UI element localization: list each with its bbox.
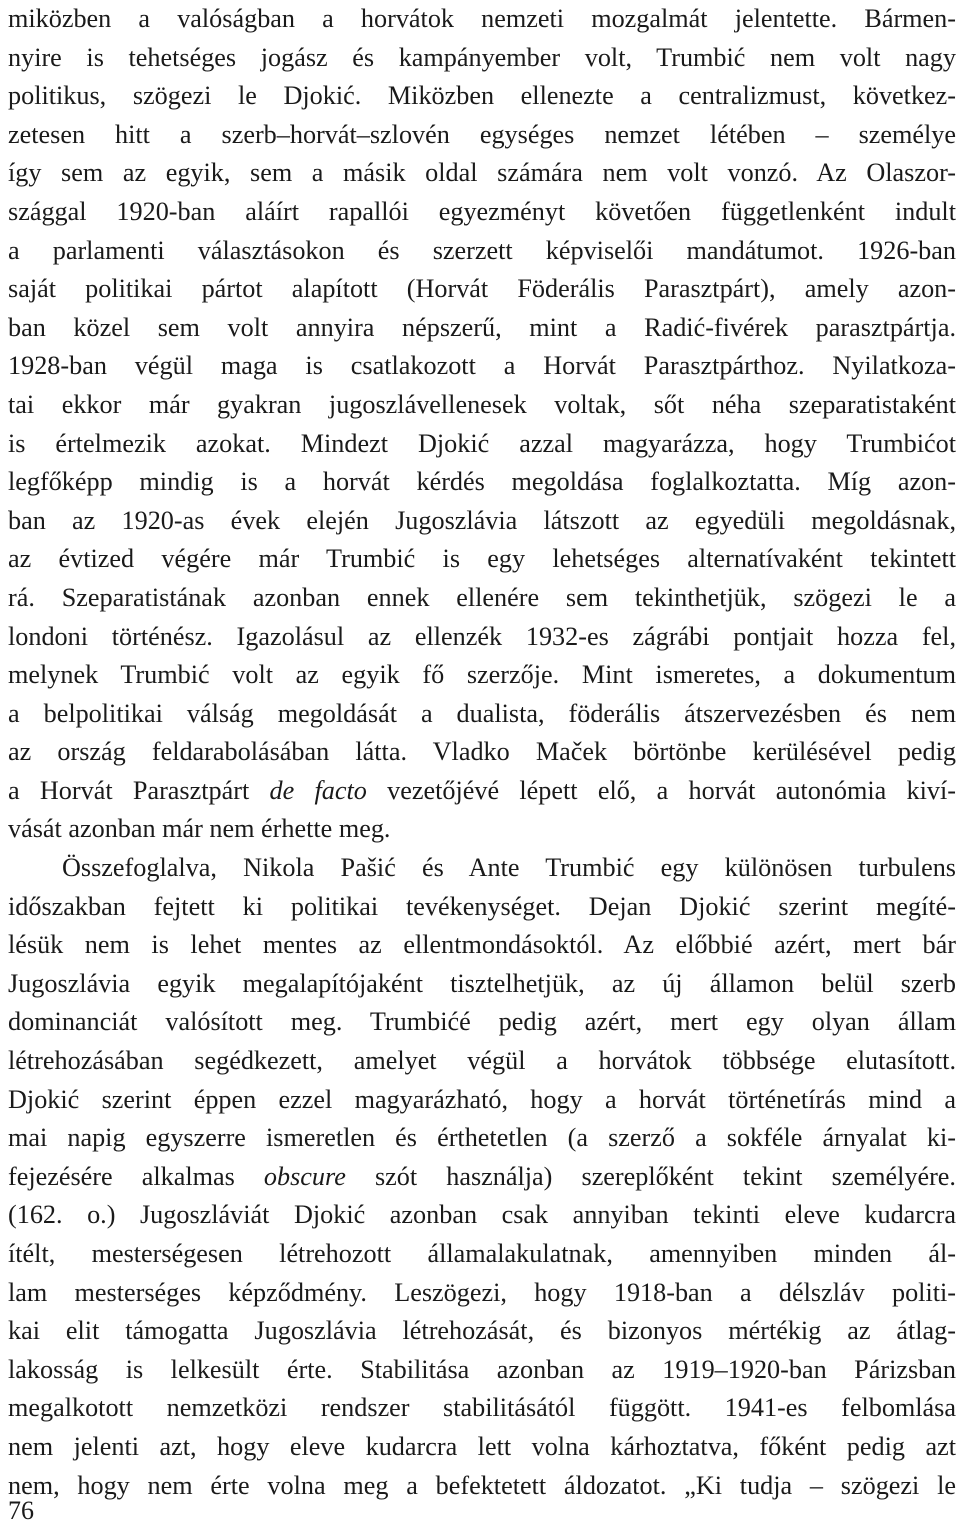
text-segment: a parlamenti választásokon és szerzett képviselői mandátumot. 1926-ban <box>8 235 956 265</box>
text-line <box>8 810 956 849</box>
text-line <box>8 926 956 965</box>
text-line <box>8 1196 956 1235</box>
text-line <box>8 232 956 271</box>
text-segment: megalkotott nemzetközi rendszer stabilitásától függött. 1941-es felbomlása <box>8 1393 956 1423</box>
text-line <box>8 77 956 116</box>
text-segment: szót használja) szereplőként tekint személyére. <box>345 1161 956 1191</box>
text-line <box>8 579 956 618</box>
text-segment: létrehozásában segédkezett, amelyet végül a horvátok többsége elutasított. <box>8 1046 956 1076</box>
text-segment: időszakban fejtett ki politikai tevékenységet. Dejan Djokić szerint megíté- <box>8 891 956 921</box>
text-line <box>8 425 956 464</box>
text-line <box>8 502 956 541</box>
text-segment: lésük nem is lehet mentes az ellentmondásoktól. Az előbbié azért, mert bár <box>8 930 956 960</box>
text-line <box>8 656 956 695</box>
text-line <box>8 1428 956 1467</box>
text-line <box>8 1351 956 1390</box>
text-segment: vását azonban már nem érhette meg. <box>8 814 391 844</box>
text-segment: nem, hogy nem érte volna meg a befektetett áldozatot. „Ki tudja – szögezi le <box>8 1470 956 1500</box>
text-line <box>8 1081 956 1120</box>
text-line <box>8 849 956 888</box>
text-line <box>8 1235 956 1274</box>
text-line <box>8 618 956 657</box>
text-segment: a belpolitikai válság megoldását a dualista, föderális átszervezésben és nem <box>8 698 956 728</box>
text-segment: tai ekkor már gyakran jugoszlávellenesek voltak, sőt néha szeparatistaként <box>8 389 956 419</box>
text-line <box>8 154 956 193</box>
text-line <box>8 347 956 386</box>
text-segment: ban az 1920-as évek elején Jugoszlávia látszott az egyedüli megoldásnak, <box>8 505 956 535</box>
text-line <box>8 463 956 502</box>
text-line <box>8 1119 956 1158</box>
text-segment: miközben a valóságban a horvátok nemzeti mozgalmát jelentette. Bármen- <box>8 4 956 33</box>
text-segment: ban közel sem volt annyira népszerű, mint a Radić-fivérek parasztpártja. <box>8 312 956 342</box>
body-text <box>8 0 956 1505</box>
text-line <box>8 270 956 309</box>
text-segment: az ország feldarabolásában látta. Vladko Maček börtönbe kerülésével pedig <box>8 737 956 767</box>
text-segment: fejezésére alkalmas <box>8 1161 264 1191</box>
text-line <box>8 1274 956 1313</box>
text-segment: vezetőjévé lépett elő, a horvát autonómia kiví- <box>366 775 956 805</box>
text-segment: Jugoszlávia egyik megalapítójaként tisztelhetjük, az új államon belül szerb <box>8 968 956 998</box>
text-line <box>8 1467 956 1506</box>
text-segment: melynek Trumbić volt az egyik fő szerzője. Mint ismeretes, a dokumentum <box>8 660 956 690</box>
text-line <box>8 193 956 232</box>
italic-term: de facto <box>269 775 367 805</box>
page-number: 76 <box>8 1496 34 1525</box>
text-segment: Djokić szerint éppen ezzel magyarázható, hogy a horvát történetírás mind a <box>8 1084 956 1114</box>
text-segment: lakosság is lelkesült érte. Stabilitása azonban az 1919–1920-ban Párizsban <box>8 1354 956 1384</box>
text-segment: nyire is tehetséges jogász és kampányember volt, Trumbić nem volt nagy <box>8 42 956 72</box>
text-line <box>8 309 956 348</box>
document-page <box>8 0 956 1531</box>
text-line <box>8 540 956 579</box>
text-segment: zetesen hitt a szerb–horvát–szlovén egységes nemzet létében – személye <box>8 119 956 149</box>
text-line <box>8 695 956 734</box>
text-line <box>8 386 956 425</box>
text-segment: szággal 1920-ban aláírt rapallói egyezményt követően függetlenként indult <box>8 196 956 226</box>
text-segment: Összefoglalva, Nikola Pašić és Ante Trumbić egy különösen turbulens <box>62 853 956 883</box>
text-segment: is értelmezik azokat. Mindezt Djokić azzal magyarázza, hogy Trumbićot <box>8 428 956 458</box>
text-line <box>8 39 956 78</box>
text-segment: nem jelenti azt, hogy eleve kudarcra lett volna kárhoztatva, főként pedig azt <box>8 1431 956 1461</box>
text-segment: politikus, szögezi le Djokić. Miközben ellenezte a centralizmust, következ- <box>8 81 956 111</box>
text-line <box>8 733 956 772</box>
text-segment: lam mesterséges képződmény. Leszögezi, hogy 1918-ban a délszláv politi- <box>8 1277 956 1307</box>
text-segment: az évtized végére már Trumbić is egy lehetséges alternatívaként tekintett <box>8 544 956 574</box>
text-segment: legfőképp mindig is a horvát kérdés megoldása foglalkoztatta. Míg azon- <box>8 467 956 497</box>
text-line <box>8 772 956 811</box>
text-line <box>8 1158 956 1197</box>
text-segment: londoni történész. Igazolásul az ellenzék 1932-es zágrábi pontjait hozza fel, <box>8 621 956 651</box>
text-segment: a Horvát Parasztpárt <box>8 775 270 805</box>
text-segment: dominanciát valósított meg. Trumbićé pedig azért, mert egy olyan állam <box>8 1007 956 1037</box>
text-line <box>8 1003 956 1042</box>
text-segment: kai elit támogatta Jugoszlávia létrehozását, és bizonyos mértékig az átlag- <box>8 1316 956 1346</box>
text-segment: 1928-ban végül maga is csatlakozott a Horvát Parasztpárthoz. Nyilatkoza- <box>8 351 956 381</box>
text-segment: így sem az egyik, sem a másik oldal számára nem volt vonzó. Az Olaszor- <box>8 158 956 188</box>
text-segment: (162. o.) Jugoszláviát Djokić azonban csak annyiban tekinti eleve kudarcra <box>8 1200 956 1230</box>
text-line <box>8 116 956 155</box>
text-line <box>8 0 956 39</box>
text-segment: saját politikai pártot alapított (Horvát Föderális Parasztpárt), amely azon- <box>8 274 956 304</box>
text-segment: ítélt, mesterségesen létrehozott államalakulatnak, amennyiben minden ál- <box>8 1239 956 1268</box>
text-line <box>8 1312 956 1351</box>
text-segment: mai napig egyszerre ismeretlen és érthetetlen (a szerző a sokféle árnyalat ki- <box>8 1123 956 1153</box>
text-line <box>8 1042 956 1081</box>
text-line <box>8 1389 956 1428</box>
text-line <box>8 965 956 1004</box>
text-line <box>8 888 956 927</box>
italic-term: obscure <box>263 1161 346 1191</box>
text-segment: rá. Szeparatistának azonban ennek ellenére sem tekinthetjük, szögezi le a <box>8 582 956 612</box>
